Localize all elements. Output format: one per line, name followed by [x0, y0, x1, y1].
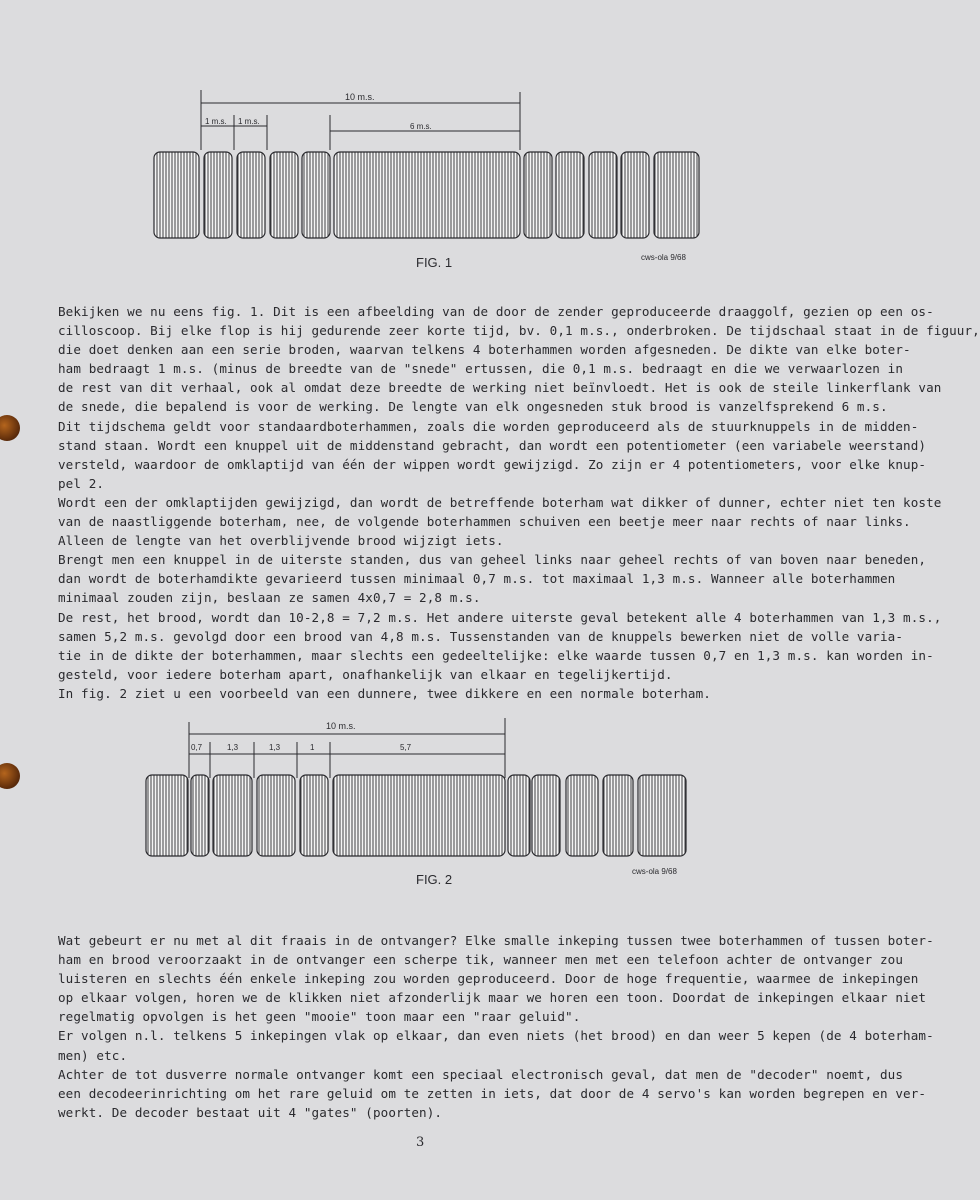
text-line: In fig. 2 ziet u een voorbeeld van een dunnere, twee dikkere en een normale boterham. [58, 685, 711, 701]
pulse-block [300, 775, 328, 856]
pulse-block [270, 152, 298, 238]
pulse-block [654, 152, 699, 238]
pulse-block [556, 152, 584, 238]
body-text-block-1 [58, 302, 980, 703]
text-line: tie in de dikte der boterhammen, maar slechts een gedeeltelijke: elke waarde tussen 0,7 en 1,3 m.s. kan worden in- [58, 647, 934, 663]
pulse-block [532, 775, 560, 856]
text-line: gesteld, voor iedere boterham apart, onafhankelijk van elkaar en tegelijkertijd. [58, 666, 673, 682]
fig2-label-a: 0,7 [191, 743, 203, 752]
fig1-label-seg2: 1 m.s. [238, 117, 260, 126]
pulse-block [603, 775, 633, 856]
fig2-label-d: 1 [310, 743, 315, 752]
fig2-label-b: 1,3 [227, 743, 239, 752]
text-line: van de naastliggende boterham, nee, de volgende boterhammen schuiven een beetje meer naar rechts of naar links. [58, 514, 911, 530]
figure-1 [0, 0, 831, 300]
text-line: Achter de tot dusverre normale ontvanger komt een speciaal electronisch geval, dat men de "decoder" noemt, dus [58, 1066, 904, 1082]
text-line: samen 5,2 m.s. gevolgd door een brood van 4,8 m.s. Tussenstanden van de knuppels bewerken niet de volle varia- [58, 628, 904, 644]
text-line: men) etc. [58, 1047, 128, 1063]
fig2-caption: FIG. 2 [416, 872, 453, 887]
text-line: Dit tijdschema geldt voor standaardboterhammen, zoals die worden geproduceerd als de stuurknuppels in de midden- [58, 418, 919, 434]
body-text-block-2 [58, 931, 934, 1122]
text-line: Er volgen n.l. telkens 5 inkepingen vlak op elkaar, dan even niets (het brood) en dan weer 5 kepen (de 4 boterham- [58, 1028, 934, 1044]
pulse-block [589, 152, 617, 238]
page-number: 3 [416, 1135, 425, 1150]
text-line: werkt. De decoder bestaat uit 4 "gates" (poorten). [58, 1104, 443, 1120]
binder-hole-top [0, 415, 20, 441]
text-line: luisteren en slechts één enkele inkeping zou worden geproduceerd. Door de hoge frequentie, waarmee de inkepingen [58, 971, 919, 987]
pulse-block [508, 775, 530, 856]
text-line: de rest van dit verhaal, ook al omdat deze breedte de werking niet beïnvloedt. Het is ook de steile linkerflank van [58, 380, 942, 396]
fig1-credit: cws-ola 9/68 [641, 253, 686, 262]
pulse-block [524, 152, 552, 238]
text-line: versteld, waardoor de omklaptijd van één der wippen wordt gewijzigd. Zo zijn er 4 potentiometers, voor elke knup- [58, 456, 927, 472]
pulse-block [237, 152, 265, 238]
pulse-block [146, 775, 188, 856]
text-line: dan wordt de boterhamdikte gevarieerd tussen minimaal 0,7 m.s. tot maximaal 1,3 m.s. Wanneer alle boterhammen [58, 571, 896, 587]
text-line: cilloscoop. Bij elke flop is hij gedurende zeer korte tijd, bv. 0,1 m.s., onderbroken. De tijdschaal staat in de figuur, [58, 323, 980, 339]
text-line: Wat gebeurt er nu met al dit fraais in de ontvanger? Elke smalle inkeping tussen twee boterhammen of tussen boter- [58, 933, 934, 948]
text-line: een decodeerinrichting om het rare geluid om te zetten in iets, dat door de 4 servo's kan worden begrepen en ver- [58, 1085, 927, 1101]
text-line: Bekijken we nu eens fig. 1. Dit is een afbeelding van de door de zender geproduceerde draaggolf, gezien op een os- [58, 304, 934, 319]
fig2-label-e: 5,7 [400, 743, 412, 752]
pulse-block [154, 152, 199, 238]
text-line: regelmatig opvolgen is het geen "mooie" toon maar een "raar geluid". [58, 1009, 581, 1025]
pulse-block [638, 775, 686, 856]
fig2-label-total: 10 m.s. [326, 721, 356, 731]
fig1-label-bread: 6 m.s. [410, 122, 432, 131]
text-line: ham bedraagt 1 m.s. (minus de breedte van de "snede" ertussen, die 0,1 m.s. bedraagt en die we verwaarlozen in [58, 361, 904, 377]
pulse-block [257, 775, 295, 856]
fig1-pulse-train [154, 152, 699, 238]
pulse-block [213, 775, 252, 856]
pulse-block [566, 775, 598, 856]
text-line: stand staan. Wordt een knuppel uit de middenstand gebracht, dan wordt een potentiometer (een variabele weerstand) [58, 437, 927, 453]
fig2-pulse-train [146, 775, 686, 856]
fig1-label-seg1: 1 m.s. [205, 117, 227, 126]
pulse-block [334, 152, 520, 238]
fig1-label-total: 10 m.s. [345, 92, 375, 102]
pulse-block [302, 152, 330, 238]
text-line: Wordt een der omklaptijden gewijzigd, dan wordt de betreffende boterham wat dikker of dunner, echter niet ten koste [58, 494, 942, 510]
fig2-dimension-lines [189, 718, 505, 778]
pulse-block [333, 775, 505, 856]
pulse-block [621, 152, 649, 238]
text-line: die doet denken aan een serie broden, waarvan telkens 4 boterhammen worden afgesneden. De dikte van elke boter- [58, 342, 911, 358]
text-line: De rest, het brood, wordt dan 10-2,8 = 7,2 m.s. Het andere uiterste geval betekent alle 4 boterhammen van 1,3 m.s., [58, 609, 942, 625]
text-line: de snede, die bepalend is voor de werking. De lengte van elk ongesneden stuk brood is vanzelfsprekend 6 m.s. [58, 399, 888, 415]
pulse-block [191, 775, 209, 856]
text-line: Alleen de lengte van het overblijvende brood wijzigt iets. [58, 533, 504, 549]
fig2-credit: cws-ola 9/68 [632, 867, 677, 876]
fig2-label-c: 1,3 [269, 743, 281, 752]
text-line: Brengt men een knuppel in de uiterste standen, dus van geheel links naar geheel rechts of van boven naar beneden, [58, 552, 927, 568]
text-line: pel 2. [58, 475, 105, 491]
pulse-block [204, 152, 232, 238]
text-line: minimaal zouden zijn, beslaan ze samen 4x0,7 = 2,8 m.s. [58, 590, 481, 606]
binder-hole-bottom [0, 763, 20, 789]
text-line: op elkaar volgen, horen we de klikken niet afzonderlijk maar we horen een toon. Doordat de inkepingen elkaar niet [58, 990, 927, 1006]
text-line: ham en brood veroorzaakt in de ontvanger een scherpe tik, wanneer men met een telefoon achter de ontvanger zou [58, 952, 904, 968]
fig1-caption: FIG. 1 [416, 255, 453, 270]
